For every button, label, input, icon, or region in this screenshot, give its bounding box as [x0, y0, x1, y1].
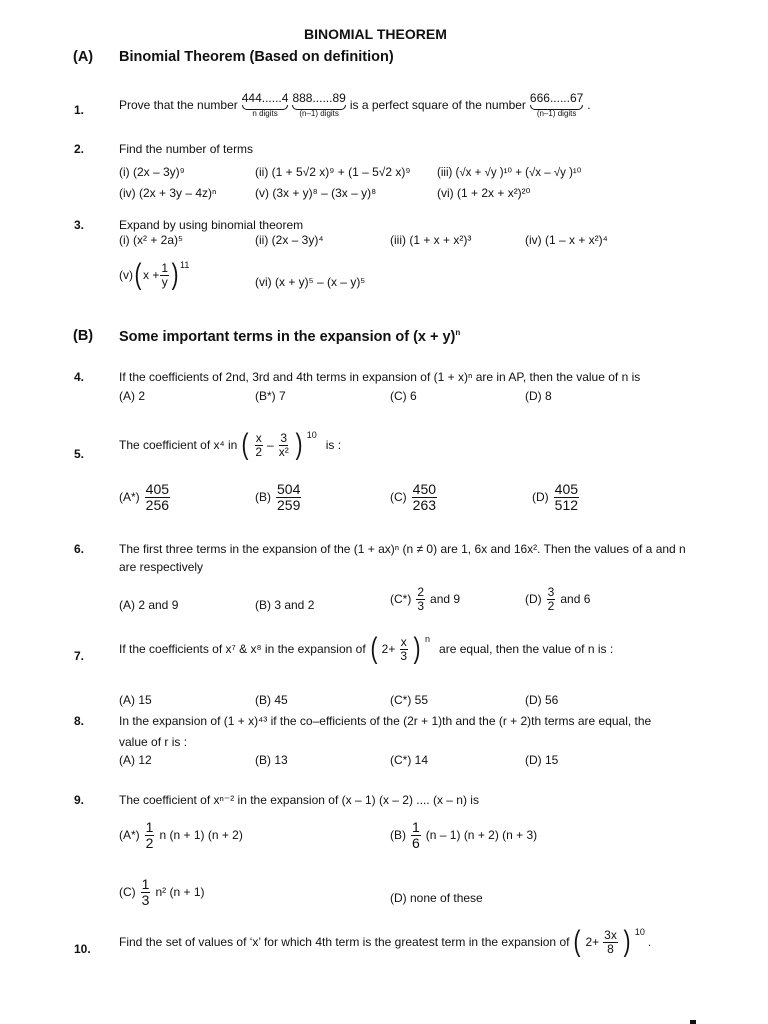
option: (v) (3x + y)⁸ – (3x – y)⁸	[255, 186, 377, 200]
option: (D) none of these	[390, 891, 483, 905]
option: (C*) 55	[390, 693, 429, 707]
option: (A*) $\frac{405}{256}$	[119, 481, 170, 513]
option: (i) (2x – 3y)⁹	[119, 165, 185, 179]
question-text: value of r is :	[119, 735, 188, 749]
question-10: Find the set of values of ‘x’ for which 4th term is the greatest term in the expansion of ( 2+ $\frac{3x}{8}$ ) 10 .	[119, 925, 652, 958]
option: (v) ( x + $\frac{1}{y}$ ) 11	[119, 258, 190, 291]
option: (A) 12	[119, 753, 152, 767]
question-5: The coefficient of x⁴ in ( $\frac{x}{2}$ – $\frac{3}{\text{x²}}$ ) 10 is :	[119, 428, 342, 461]
fraction: $\frac{2}{3}$	[417, 585, 425, 613]
fraction: $\frac{405}{256}$	[145, 481, 170, 513]
option: (iv) (2x + 3y – 4z)ⁿ	[119, 186, 217, 200]
option: (A) 2	[119, 389, 146, 403]
page-title: BINOMIAL THEOREM	[304, 26, 447, 42]
option: (B) 3 and 2	[255, 598, 315, 612]
section-a-label: (A)	[73, 49, 94, 65]
option: (C*) 14	[390, 753, 429, 767]
option: (B) 45	[255, 693, 288, 707]
option: (B) $\frac{1}{6}$ (n – 1) (n + 2) (n + 3)	[390, 819, 538, 851]
option: (C) $\frac{450}{263}$	[390, 481, 437, 513]
section-b-label: (B)	[73, 328, 94, 344]
fraction: $\frac{504}{259}$	[277, 481, 301, 513]
question-text: are respectively	[119, 560, 204, 574]
option: (A) 2 and 9	[119, 598, 179, 612]
fraction: $\frac{1}{6}$	[412, 819, 420, 851]
question-number: 1.	[74, 103, 85, 117]
question-text: is a perfect square of the number	[349, 98, 526, 113]
question-text: The coefficient of xⁿ⁻² in the expansion of (x – 1) (x – 2) .... (x – n) is	[119, 793, 479, 807]
option: (D) 15	[525, 753, 559, 767]
number-part-3: 666......67 (n–1) digits	[529, 91, 584, 119]
option: (D) 8	[525, 389, 552, 403]
fraction: $\frac{3}{\text{x²}}$	[278, 430, 289, 459]
fraction: $\frac{3x}{8}$	[604, 927, 617, 956]
fraction: $\frac{450}{263}$	[412, 481, 437, 513]
question-text: In the expansion of (1 + x)⁴³ if the co–efficients of the (2r + 1)th and the (r + 2)th terms are equal, the	[119, 714, 652, 728]
number-part-2: 888......89 (n–1) digits	[292, 91, 346, 119]
section-a-title: Binomial Theorem (Based on definition)	[119, 49, 394, 65]
option: (D) 56	[525, 693, 559, 707]
option: (iv) (1 – x + x²)⁴	[525, 233, 608, 247]
page-number-mark	[690, 1020, 696, 1024]
fraction: $\frac{1}{3}$	[141, 876, 150, 908]
question-number: 7.	[74, 649, 85, 663]
option: (D) $\frac{3}{2}$ and 6	[525, 585, 591, 613]
option: (B*) 7	[255, 389, 286, 403]
section-b-title: Some important terms in the expansion of $(x + y)^n$	[119, 328, 461, 345]
question-number: 4.	[74, 370, 85, 384]
option: (iii) (1 + x + x²)³	[390, 233, 472, 247]
fraction: $\frac{3}{2}$	[547, 585, 555, 613]
question-1: Prove that the number 444......4 n digits 888......89 (n–1) digits is a perfect square of the number 666......67 (n–1) digits .	[119, 91, 591, 119]
option: (ii) (2x – 3y)⁴	[255, 233, 324, 247]
option: (A) 15	[119, 693, 152, 707]
option: (B) 13	[255, 753, 288, 767]
option: (C) 6	[390, 389, 417, 403]
option: (vi) (1 + 2x + x²)²⁰	[437, 186, 531, 200]
option: (C*) $\frac{2}{3}$ and 9	[390, 585, 461, 613]
option: (ii) (1 + 5√2 x)⁹ + (1 – 5√2 x)⁹	[255, 165, 411, 179]
option: (A*) $\frac{1}{2}$ n (n + 1) (n + 2)	[119, 819, 243, 851]
option: (B) $\frac{504}{259}$	[255, 481, 301, 513]
question-text: Prove that the number	[119, 98, 238, 113]
question-7: If the coefficients of x⁷ & x⁸ in the expansion of ( 2+ $\frac{x}{3}$ ) n are equal, then the value of n is :	[119, 632, 614, 665]
question-number: 3.	[74, 218, 85, 232]
fraction: $\frac{x}{3}$	[400, 634, 408, 663]
option: (C) $\frac{1}{3}$ n² (n + 1)	[119, 876, 205, 908]
question-text: If the coefficients of 2nd, 3rd and 4th terms in expansion of (1 + x)ⁿ are in AP, then the value of n is	[119, 370, 641, 384]
option: (iii) (√x + √y )¹⁰ + (√x – √y )¹⁰	[437, 167, 582, 179]
question-number: 8.	[74, 714, 85, 728]
option: (D) $\frac{405}{512}$	[532, 481, 579, 513]
fraction: $\frac{x}{2}$	[255, 430, 263, 459]
question-number: 9.	[74, 793, 85, 807]
option: (vi) (x + y)⁵ – (x – y)⁵	[255, 275, 366, 289]
question-number: 6.	[74, 542, 85, 556]
question-text: Expand by using binomial theorem	[119, 218, 304, 232]
question-number: 5.	[74, 447, 85, 461]
question-text: The first three terms in the expansion of the (1 + ax)ⁿ (n ≠ 0) are 1, 6x and 16x². Then the values of a and n	[119, 542, 686, 556]
question-number: 10.	[74, 942, 91, 956]
number-part-1: 444......4 n digits	[241, 91, 289, 119]
fraction: $\frac{1}{y}$	[161, 260, 169, 289]
fraction: $\frac{1}{2}$	[145, 819, 154, 851]
option: (i) (x² + 2a)⁵	[119, 233, 183, 247]
question-number: 2.	[74, 142, 85, 156]
fraction: $\frac{405}{512}$	[554, 481, 579, 513]
question-text: Find the number of terms	[119, 142, 254, 156]
